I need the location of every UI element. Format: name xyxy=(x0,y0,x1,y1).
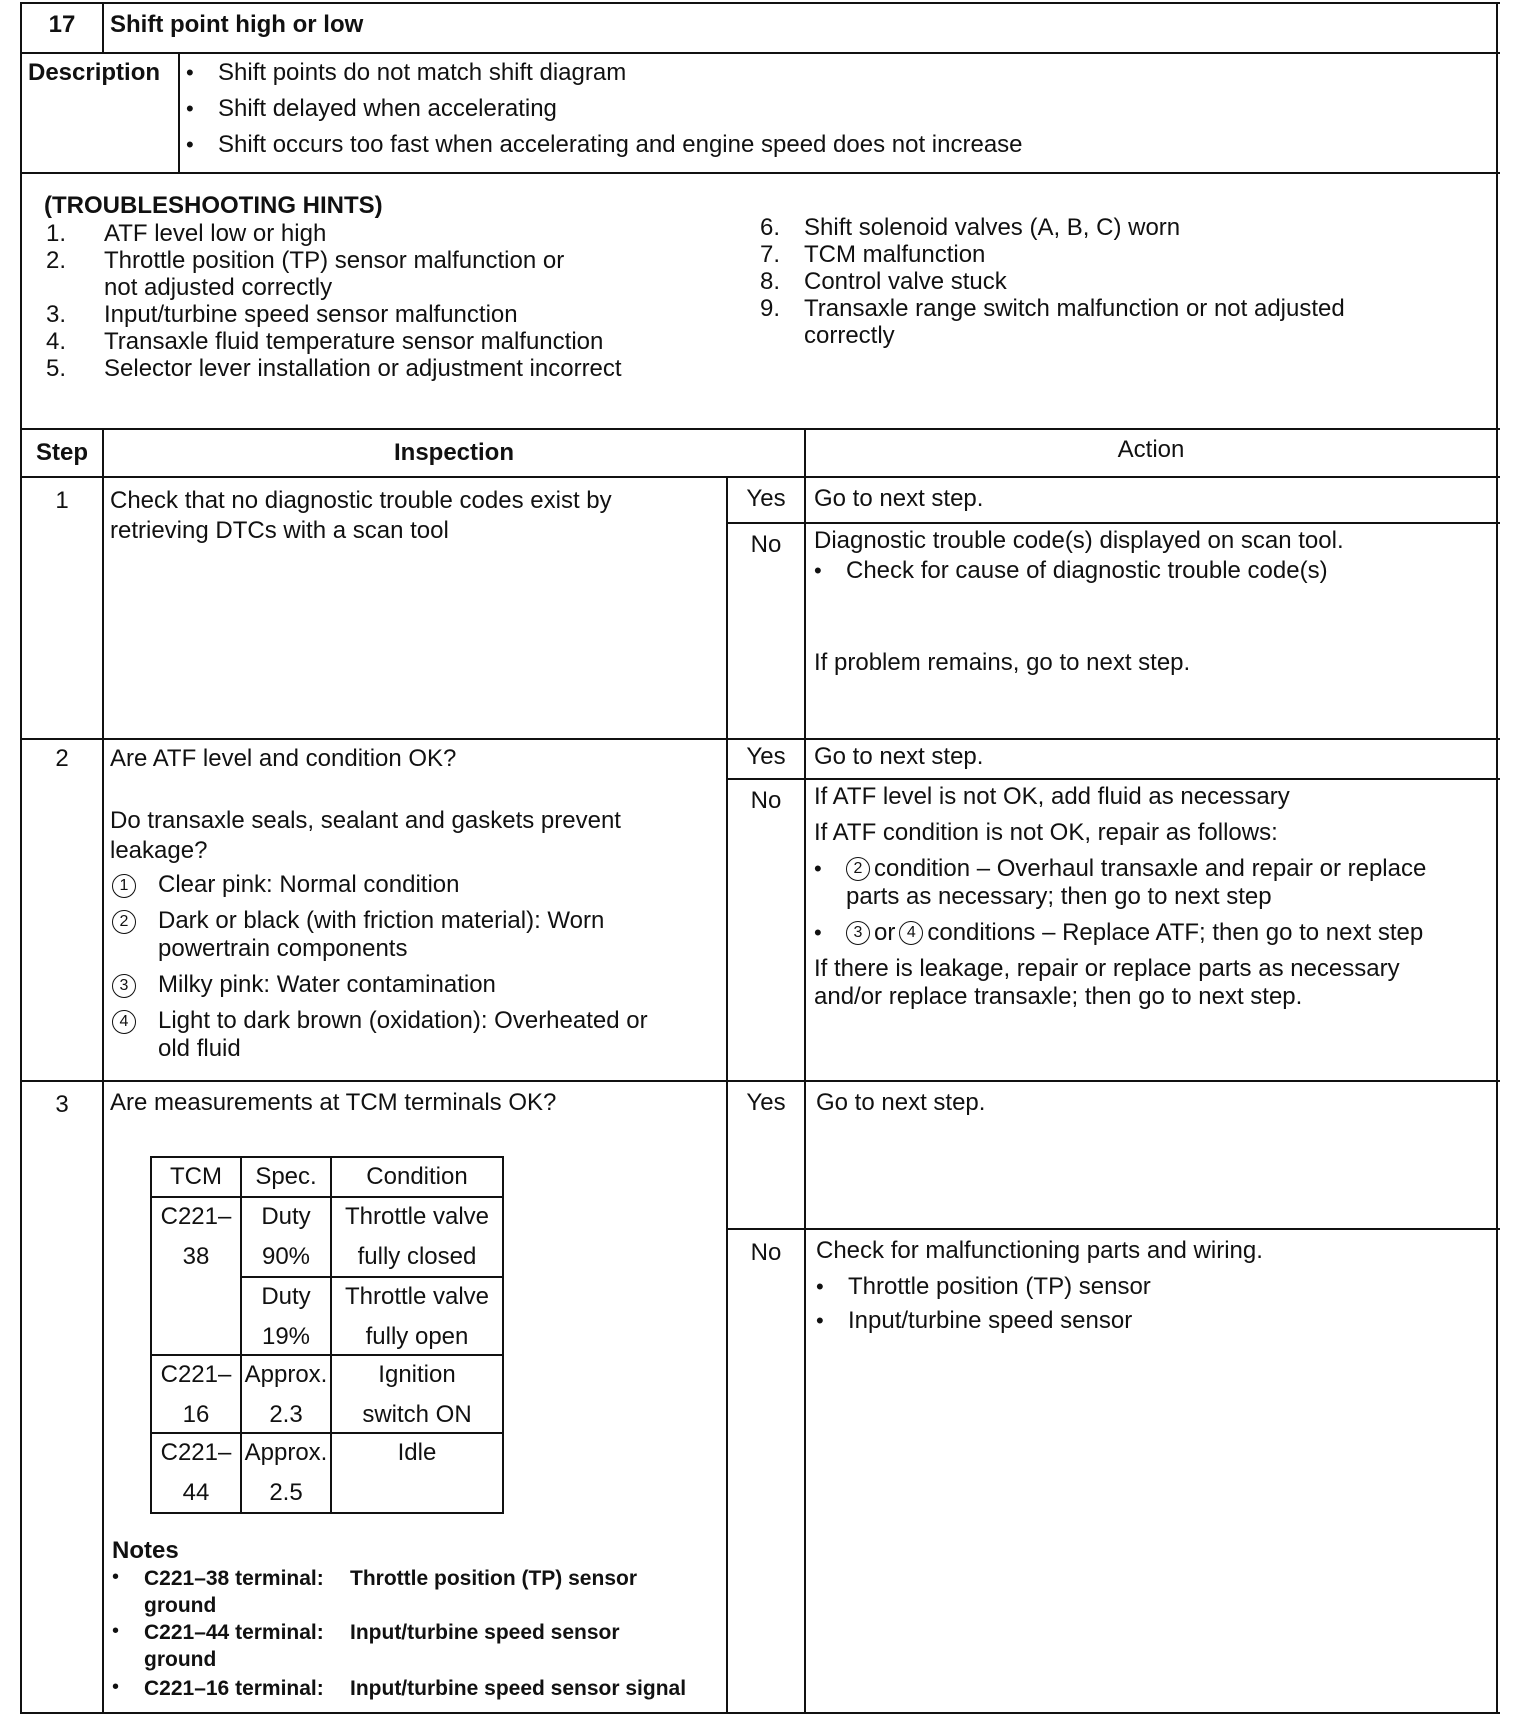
step3-no-action: Throttle position (TP) sensor xyxy=(848,1273,1151,1300)
step2-no-label: No xyxy=(750,787,782,814)
tcm-cell: Throttle valve xyxy=(344,1283,490,1310)
tcm-cell: 38 xyxy=(182,1243,210,1270)
action-column-divider xyxy=(804,428,806,1714)
hint-text: Transaxle range switch malfunction or not adjusted xyxy=(804,295,1345,322)
tcm-cell: 90% xyxy=(261,1243,311,1270)
step3-no-action: Input/turbine speed sensor xyxy=(848,1307,1133,1334)
note-label: C221–16 terminal: xyxy=(144,1677,324,1700)
bullet-icon: • xyxy=(112,1566,120,1588)
hint-number: 1. xyxy=(46,220,67,247)
tcm-cell: Ignition xyxy=(378,1361,456,1388)
hint-number: 8. xyxy=(760,268,781,295)
atf-condition: Dark or black (with friction material): Worn xyxy=(158,907,605,934)
tcm-cell: 44 xyxy=(182,1479,210,1506)
step2-no-action: If there is leakage, repair or replace parts as necessary xyxy=(814,955,1400,982)
hint-text: Shift solenoid valves (A, B, C) worn xyxy=(804,214,1181,241)
bullet-icon: • xyxy=(186,132,194,157)
tcm-header: Spec. xyxy=(255,1163,317,1190)
step-header: Step xyxy=(35,439,88,466)
step2-question: Are ATF level and condition OK? xyxy=(110,745,457,772)
procedure-title: Shift point high or low xyxy=(110,11,364,38)
hint-number: 4. xyxy=(46,328,67,355)
step2-no-action: and/or replace transaxle; then go to next step. xyxy=(814,983,1303,1010)
description-item: Shift occurs too fast when accelerating and engine speed does not increase xyxy=(218,131,1023,158)
border-description-bottom xyxy=(20,172,1500,174)
tcm-cell: fully closed xyxy=(357,1243,477,1270)
step3-no-action: Check for malfunctioning parts and wiring. xyxy=(816,1237,1263,1264)
step2-no-action: or xyxy=(874,919,896,946)
step2-yes-label: Yes xyxy=(746,743,786,770)
step3-yes-label: Yes xyxy=(746,1089,786,1116)
tcm-cell: Approx. xyxy=(244,1439,328,1466)
hint-text: not adjusted correctly xyxy=(104,274,333,301)
description-item: Shift points do not match shift diagram xyxy=(218,59,627,86)
step2-yes-action: Go to next step. xyxy=(814,743,984,770)
inspection-header: Inspection xyxy=(393,439,514,466)
border-right xyxy=(1496,2,1498,1714)
step2-question: Do transaxle seals, sealant and gaskets prevent xyxy=(110,807,621,834)
tcm-cell: Idle xyxy=(397,1439,437,1466)
notes-title: Notes xyxy=(112,1537,179,1564)
tcm-cell: fully open xyxy=(365,1323,469,1350)
note-text: ground xyxy=(144,1648,217,1671)
tcm-cell: switch ON xyxy=(362,1401,472,1428)
step2-bottom-border xyxy=(20,1080,1500,1082)
step2-no-action: If ATF level is not OK, add fluid as necessary xyxy=(814,783,1290,810)
circled-number-icon: 2 xyxy=(112,910,136,934)
action-header: Action xyxy=(1117,436,1185,463)
tcm-cell: C221– xyxy=(160,1361,232,1388)
atf-condition: Light to dark brown (oxidation): Overheated or xyxy=(158,1007,648,1034)
step3-question: Are measurements at TCM terminals OK? xyxy=(110,1089,557,1116)
step1-number: 1 xyxy=(55,487,69,514)
step2-no-action: parts as necessary; then go to next step xyxy=(846,883,1272,910)
bullet-icon: • xyxy=(816,1308,824,1333)
circled-number-icon: 4 xyxy=(899,921,923,945)
hint-text: Control valve stuck xyxy=(804,268,1007,295)
procedure-number: 17 xyxy=(48,11,76,38)
tcm-cell: 16 xyxy=(182,1401,210,1428)
step1-no-action: If problem remains, go to next step. xyxy=(814,649,1191,676)
note-text: Input/turbine speed sensor signal xyxy=(350,1677,687,1700)
description-label: Description xyxy=(28,59,161,86)
bullet-icon: • xyxy=(814,856,822,881)
hint-number: 6. xyxy=(760,214,781,241)
circled-number-icon: 4 xyxy=(112,1010,136,1034)
description-item: Shift delayed when accelerating xyxy=(218,95,557,122)
bullet-icon: • xyxy=(112,1620,120,1642)
step1-no-action: Diagnostic trouble code(s) displayed on scan tool. xyxy=(814,527,1344,554)
step2-no-action: conditions – Replace ATF; then go to next step xyxy=(927,919,1424,946)
border-table-header-bottom xyxy=(20,476,1500,478)
hint-text: TCM malfunction xyxy=(804,241,986,268)
tcm-table-border xyxy=(150,1354,504,1356)
header-divider xyxy=(102,2,104,52)
tcm-cell: Duty xyxy=(261,1283,311,1310)
hint-number: 7. xyxy=(760,241,781,268)
note-text: Input/turbine speed sensor xyxy=(350,1621,620,1644)
step1-no-label: No xyxy=(750,531,782,558)
bullet-icon: • xyxy=(186,60,194,85)
hint-text: correctly xyxy=(804,322,895,349)
hint-number: 5. xyxy=(46,355,67,382)
tcm-table-border xyxy=(150,1432,504,1434)
hint-number: 2. xyxy=(46,247,67,274)
note-text: Throttle position (TP) sensor xyxy=(350,1567,637,1590)
tcm-cell: 2.5 xyxy=(269,1479,303,1506)
tcm-table-border xyxy=(502,1156,504,1512)
circled-number-icon: 2 xyxy=(846,857,870,881)
step2-question: leakage? xyxy=(110,837,208,864)
step2-no-action-bullet xyxy=(846,854,1426,884)
atf-condition: old fluid xyxy=(158,1035,241,1062)
circled-number-icon: 1 xyxy=(112,874,136,898)
step1-inspection: Check that no diagnostic trouble codes exist by xyxy=(110,487,612,514)
bullet-icon: • xyxy=(814,558,822,583)
circled-number-icon: 3 xyxy=(112,974,136,998)
step1-yes-action: Go to next step. xyxy=(814,485,984,512)
hint-text: Transaxle fluid temperature sensor malfunction xyxy=(104,328,604,355)
bullet-icon: • xyxy=(112,1676,120,1698)
hints-title: (TROUBLESHOOTING HINTS) xyxy=(44,192,383,219)
tcm-cell: Approx. xyxy=(244,1361,328,1388)
step1-yes-label: Yes xyxy=(746,485,786,512)
border-hints-bottom xyxy=(20,428,1500,430)
tcm-table-border xyxy=(240,1276,504,1278)
tcm-cell: Throttle valve xyxy=(344,1203,490,1230)
tcm-cell: 2.3 xyxy=(269,1401,303,1428)
step3-yes-action: Go to next step. xyxy=(816,1089,986,1116)
step2-yes-no-divider xyxy=(726,778,1500,780)
description-divider xyxy=(178,52,180,172)
note-text: ground xyxy=(144,1594,217,1617)
atf-condition: powertrain components xyxy=(158,935,408,962)
step2-no-action: If ATF condition is not OK, repair as follows: xyxy=(814,819,1278,846)
border-header-bottom xyxy=(20,52,1500,54)
tcm-cell: C221– xyxy=(160,1203,232,1230)
bullet-icon: • xyxy=(186,96,194,121)
hint-number: 3. xyxy=(46,301,67,328)
bullet-icon: • xyxy=(814,920,822,945)
tcm-cell: Duty xyxy=(261,1203,311,1230)
tcm-header: TCM xyxy=(170,1163,222,1190)
tcm-header: Condition xyxy=(366,1163,468,1190)
tcm-cell: C221– xyxy=(160,1439,232,1466)
atf-condition: Clear pink: Normal condition xyxy=(158,871,460,898)
note-label: C221–44 terminal: xyxy=(144,1621,324,1644)
atf-condition: Milky pink: Water contamination xyxy=(158,971,496,998)
hint-text: Input/turbine speed sensor malfunction xyxy=(104,301,518,328)
step3-yes-no-divider xyxy=(726,1228,1500,1230)
bullet-icon: • xyxy=(816,1274,824,1299)
step2-no-action: condition – Overhaul transaxle and repair or replace xyxy=(874,855,1427,882)
step1-no-action: Check for cause of diagnostic trouble code(s) xyxy=(846,557,1328,584)
hint-text: Selector lever installation or adjustment incorrect xyxy=(104,355,622,382)
border-left xyxy=(20,2,22,1714)
tcm-table-border xyxy=(150,1156,504,1158)
step2-number: 2 xyxy=(55,745,69,772)
tcm-table-border xyxy=(150,1512,504,1514)
step3-no-label: No xyxy=(750,1239,782,1266)
step1-bottom-border xyxy=(20,738,1500,740)
border-bottom xyxy=(20,1712,1500,1714)
step1-inspection: retrieving DTCs with a scan tool xyxy=(110,517,449,544)
border-top xyxy=(20,2,1500,4)
hint-text: ATF level low or high xyxy=(104,220,327,247)
hint-number: 9. xyxy=(760,295,781,322)
step3-number: 3 xyxy=(55,1091,69,1118)
circled-number-icon: 3 xyxy=(846,921,870,945)
step-column-divider xyxy=(102,428,104,1714)
step1-yes-no-divider xyxy=(726,522,1500,524)
step2-no-action-bullet xyxy=(846,918,1423,948)
note-label: C221–38 terminal: xyxy=(144,1567,324,1590)
tcm-table-border xyxy=(150,1196,504,1198)
hint-text: Throttle position (TP) sensor malfunction or xyxy=(104,247,565,274)
tcm-cell: 19% xyxy=(261,1323,311,1350)
